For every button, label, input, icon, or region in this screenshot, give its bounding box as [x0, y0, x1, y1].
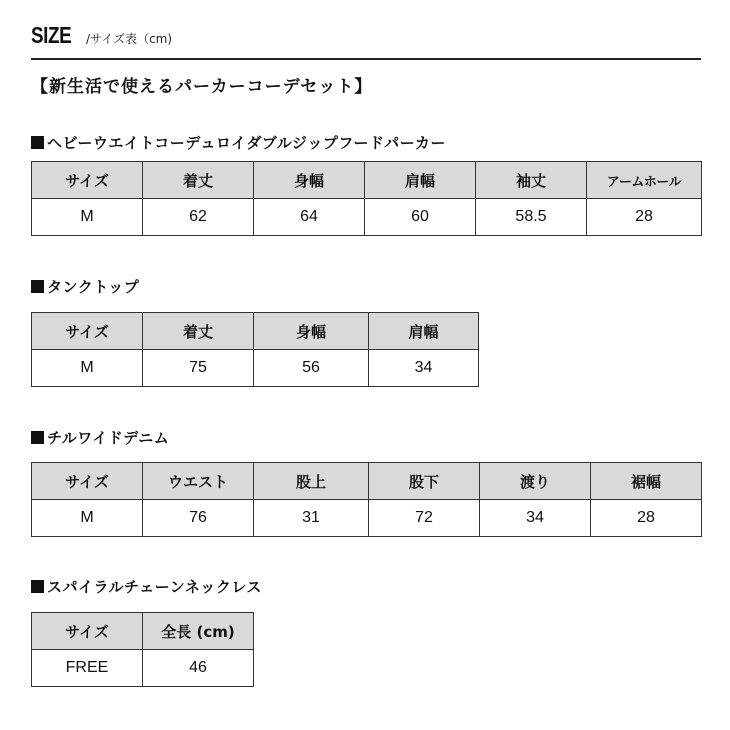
black-square-icon: [31, 136, 44, 149]
set-title: 【新生活で使えるパーカーコーデセット】: [31, 77, 373, 97]
section-title-denim: [31, 427, 169, 448]
table-cell: M: [32, 500, 143, 537]
table-cell: 76: [143, 500, 254, 537]
table-row: [32, 350, 479, 387]
table-cell: 46: [143, 650, 254, 687]
table-cell: 72: [369, 500, 480, 537]
size-table-necklace: [31, 612, 254, 687]
table-row: [32, 199, 702, 236]
table-cell: M: [32, 350, 143, 387]
table-cell: 56: [254, 350, 369, 387]
size-header: [31, 20, 701, 60]
column-header: 股上: [254, 463, 369, 500]
column-header: 着丈: [143, 313, 254, 350]
column-header: サイズ: [32, 613, 143, 650]
table-header-row: [32, 463, 702, 500]
table-cell: 75: [143, 350, 254, 387]
table-row: [32, 650, 254, 687]
table-cell: 58.5: [476, 199, 587, 236]
table-row: [32, 500, 702, 537]
size-subtitle: /サイズ表（cm): [86, 32, 173, 46]
black-square-icon: [31, 580, 44, 593]
section-title-hoodie: [31, 132, 446, 153]
size-table-hoodie: [31, 161, 702, 236]
section-title-text: ヘビーウエイトコーデュロイダブルジップフードパーカー: [47, 134, 446, 152]
column-header: 着丈: [143, 162, 254, 199]
column-header: 身幅: [254, 313, 369, 350]
column-header: 肩幅: [365, 162, 476, 199]
column-header: サイズ: [32, 313, 143, 350]
column-header: 袖丈: [476, 162, 587, 199]
size-title: SIZE: [31, 22, 72, 48]
table-cell: FREE: [32, 650, 143, 687]
column-header: 裾幅: [591, 463, 702, 500]
table-cell: 28: [591, 500, 702, 537]
section-title-text: チルワイドデニム: [47, 429, 170, 447]
table-cell: M: [32, 199, 143, 236]
column-header: サイズ: [32, 463, 143, 500]
section-title-text: スパイラルチェーンネックレス: [47, 578, 262, 596]
black-square-icon: [31, 431, 44, 444]
table-header-row: [32, 613, 254, 650]
size-table-denim: [31, 462, 702, 537]
table-header-row: [32, 313, 479, 350]
size-table-tanktop: [31, 312, 479, 387]
column-header: 股下: [369, 463, 480, 500]
table-cell: 62: [143, 199, 254, 236]
column-header: サイズ: [32, 162, 143, 199]
column-header: ウエスト: [143, 463, 254, 500]
table-header-row: [32, 162, 702, 199]
table-cell: 60: [365, 199, 476, 236]
section-title-necklace: [31, 576, 262, 597]
column-header: アームホール: [587, 162, 702, 199]
column-header: 全長 (cm): [143, 613, 254, 650]
table-cell: 34: [480, 500, 591, 537]
table-cell: 28: [587, 199, 702, 236]
column-header: 渡り: [480, 463, 591, 500]
table-cell: 31: [254, 500, 369, 537]
section-title-text: タンクトップ: [47, 278, 140, 296]
table-cell: 34: [369, 350, 479, 387]
column-header: 肩幅: [369, 313, 479, 350]
table-cell: 64: [254, 199, 365, 236]
section-title-tanktop: [31, 276, 139, 297]
black-square-icon: [31, 280, 44, 293]
column-header: 身幅: [254, 162, 365, 199]
